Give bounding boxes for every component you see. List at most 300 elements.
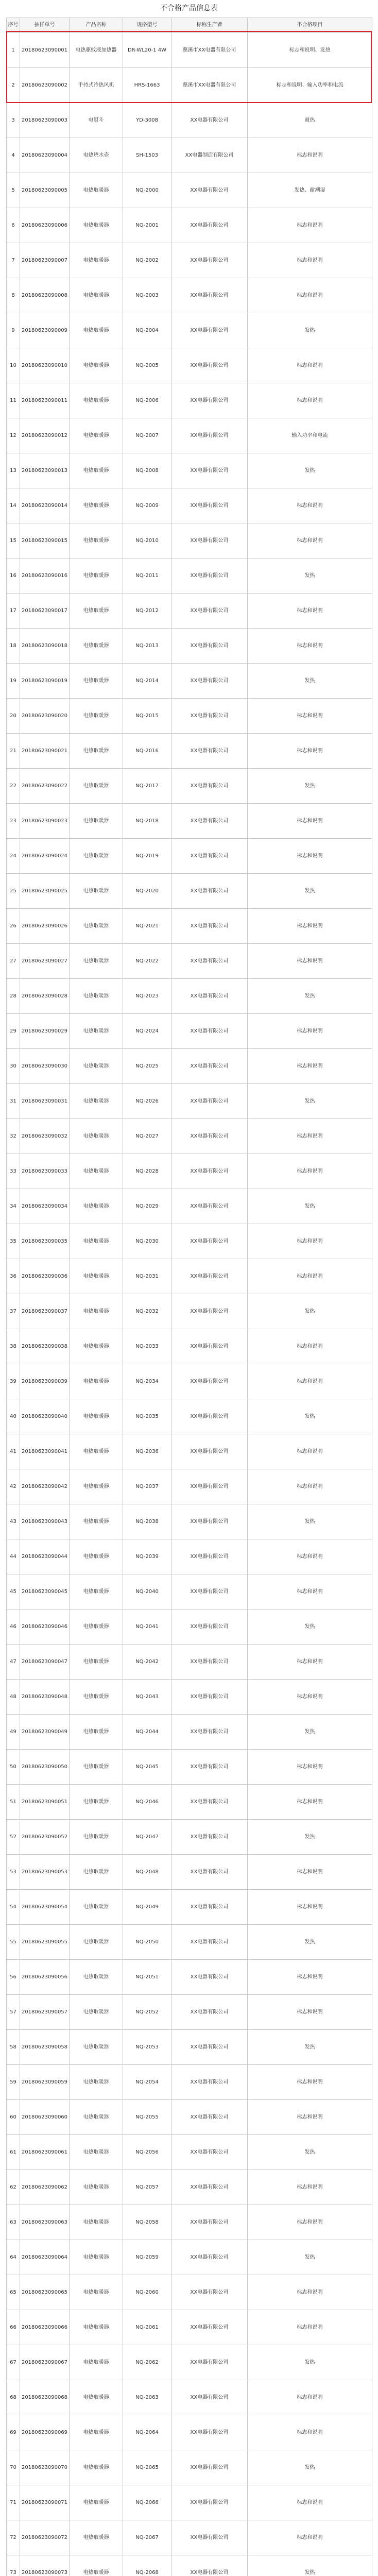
cell-failed-items: 输入功率和电流 xyxy=(248,418,372,453)
cell-manufacturer: XX电器有限公司 xyxy=(171,2100,248,2135)
cell-spec: NQ-2066 xyxy=(123,2485,171,2520)
table-row xyxy=(7,1189,372,1224)
cell-product-name: 电热取暖器 xyxy=(70,2555,123,2576)
cell-manufacturer: XX电器有限公司 xyxy=(171,1469,248,1504)
cell-spec: NQ-2042 xyxy=(123,1645,171,1680)
cell-failed-items: 标志和说明 xyxy=(248,2485,372,2520)
cell-failed-items: 标志和说明 xyxy=(248,1434,372,1469)
cell-failed-items: 发热 xyxy=(248,1399,372,1434)
table-row xyxy=(7,383,372,418)
cell-spec: NQ-2045 xyxy=(123,1750,171,1785)
cell-manufacturer: XX电器有限公司 xyxy=(171,278,248,313)
cell-spec: NQ-2044 xyxy=(123,1715,171,1750)
cell-failed-items: 标志和说明、发热 xyxy=(248,33,372,68)
cell-failed-items: 标志和说明 xyxy=(248,1119,372,1154)
cell-product-name: 电热取暖器 xyxy=(70,1995,123,2030)
table-row xyxy=(7,243,372,278)
header-product-name: 产品名称 xyxy=(70,18,123,33)
cell-failed-items: 发热 xyxy=(248,2450,372,2485)
cell-index: 73 xyxy=(7,2555,20,2576)
table-row xyxy=(7,1680,372,1715)
cell-sample-no: 20180623090022 xyxy=(20,769,70,804)
cell-sample-no: 20180623090043 xyxy=(20,1504,70,1539)
cell-index: 1 xyxy=(7,33,20,68)
cell-failed-items: 标志和说明 xyxy=(248,1750,372,1785)
table-body xyxy=(7,33,372,2576)
cell-product-name: 电热取暖器 xyxy=(70,1364,123,1399)
table-row xyxy=(7,1294,372,1329)
cell-sample-no: 20180623090005 xyxy=(20,173,70,208)
table-row xyxy=(7,2555,372,2576)
table-row xyxy=(7,629,372,664)
cell-sample-no: 20180623090027 xyxy=(20,944,70,979)
cell-sample-no: 20180623090021 xyxy=(20,734,70,769)
cell-product-name: 电热取暖器 xyxy=(70,1645,123,1680)
cell-index: 36 xyxy=(7,1259,20,1294)
cell-index: 66 xyxy=(7,2310,20,2345)
table-row xyxy=(7,2170,372,2205)
cell-manufacturer: XX电器有限公司 xyxy=(171,348,248,383)
cell-sample-no: 20180623090049 xyxy=(20,1715,70,1750)
cell-product-name: 电热取暖器 xyxy=(70,909,123,944)
cell-spec: NQ-2030 xyxy=(123,1224,171,1259)
cell-spec: NQ-2043 xyxy=(123,1680,171,1715)
cell-manufacturer: XX电器有限公司 xyxy=(171,804,248,839)
cell-manufacturer: XX电器有限公司 xyxy=(171,699,248,734)
table-row xyxy=(7,68,372,103)
cell-product-name: 电热取暖器 xyxy=(70,1154,123,1189)
cell-index: 21 xyxy=(7,734,20,769)
cell-index: 10 xyxy=(7,348,20,383)
cell-index: 50 xyxy=(7,1750,20,1785)
cell-manufacturer: XX电器有限公司 xyxy=(171,1154,248,1189)
cell-failed-items: 标志和说明 xyxy=(248,1645,372,1680)
table-row xyxy=(7,1750,372,1785)
cell-failed-items: 标志和说明 xyxy=(248,1224,372,1259)
cell-failed-items: 标志和说明 xyxy=(248,1680,372,1715)
table-row xyxy=(7,2520,372,2555)
cell-product-name: 电热取暖器 xyxy=(70,594,123,629)
cell-manufacturer: XX电器有限公司 xyxy=(171,1364,248,1399)
cell-sample-no: 20180623090054 xyxy=(20,1890,70,1925)
cell-failed-items: 发热 xyxy=(248,1504,372,1539)
cell-product-name: 电热烧水壶 xyxy=(70,138,123,173)
cell-manufacturer: XX电器有限公司 xyxy=(171,1014,248,1049)
cell-product-name: 电热取暖器 xyxy=(70,1294,123,1329)
cell-product-name: 电热取暖器 xyxy=(70,2205,123,2240)
cell-index: 44 xyxy=(7,1539,20,1574)
cell-manufacturer: XX电器有限公司 xyxy=(171,2345,248,2380)
cell-spec: SH-1503 xyxy=(123,138,171,173)
cell-product-name: 手持式冷热风机 xyxy=(70,68,123,103)
cell-failed-items: 标志和说明 xyxy=(248,488,372,523)
cell-index: 17 xyxy=(7,594,20,629)
table-row xyxy=(7,1925,372,1960)
cell-product-name: 电热取暖器 xyxy=(70,1715,123,1750)
cell-spec: NQ-2034 xyxy=(123,1364,171,1399)
cell-spec: NQ-2025 xyxy=(123,1049,171,1084)
cell-failed-items: 标志和说明 xyxy=(248,2275,372,2310)
header-manufacturer: 标称生产者 xyxy=(171,18,248,33)
table-row xyxy=(7,1469,372,1504)
cell-index: 14 xyxy=(7,488,20,523)
table-row xyxy=(7,1329,372,1364)
cell-product-name: 电热取暖器 xyxy=(70,2100,123,2135)
cell-failed-items: 标志和说明、输入功率和电流 xyxy=(248,68,372,103)
cell-spec: NQ-2021 xyxy=(123,909,171,944)
cell-spec: NQ-2065 xyxy=(123,2450,171,2485)
cell-product-name: 电热取暖器 xyxy=(70,1960,123,1995)
cell-product-name: 电热取暖器 xyxy=(70,769,123,804)
cell-index: 30 xyxy=(7,1049,20,1084)
cell-manufacturer: XX电器有限公司 xyxy=(171,909,248,944)
cell-product-name: 电热取暖器 xyxy=(70,664,123,699)
cell-manufacturer: XX电器有限公司 xyxy=(171,2415,248,2450)
cell-manufacturer: XX电器有限公司 xyxy=(171,1294,248,1329)
cell-product-name: 电热取暖器 xyxy=(70,629,123,664)
cell-index: 40 xyxy=(7,1399,20,1434)
cell-failed-items: 标志和说明 xyxy=(248,2100,372,2135)
cell-failed-items: 标志和说明 xyxy=(248,1469,372,1504)
cell-manufacturer: XX电器有限公司 xyxy=(171,1820,248,1855)
cell-product-name: 电热取暖器 xyxy=(70,734,123,769)
cell-product-name: 电热取暖器 xyxy=(70,243,123,278)
cell-product-name: 电热取暖器 xyxy=(70,1434,123,1469)
cell-product-name: 电热取暖器 xyxy=(70,2345,123,2380)
table-row xyxy=(7,313,372,348)
cell-sample-no: 20180623090051 xyxy=(20,1785,70,1820)
cell-failed-items: 标志和说明 xyxy=(248,1855,372,1890)
cell-index: 61 xyxy=(7,2135,20,2170)
cell-failed-items: 标志和说明 xyxy=(248,909,372,944)
cell-manufacturer: XX电器有限公司 xyxy=(171,2520,248,2555)
table-row xyxy=(7,2380,372,2415)
cell-manufacturer: XX电器有限公司 xyxy=(171,2240,248,2275)
table-row xyxy=(7,1995,372,2030)
cell-product-name: 电热取暖器 xyxy=(70,1119,123,1154)
cell-manufacturer: XX电器有限公司 xyxy=(171,453,248,488)
table-row xyxy=(7,1890,372,1925)
cell-product-name: 电热取暖器 xyxy=(70,348,123,383)
table-row xyxy=(7,2205,372,2240)
cell-manufacturer: XX电器有限公司 xyxy=(171,2310,248,2345)
table-row xyxy=(7,2100,372,2135)
cell-spec: NQ-2056 xyxy=(123,2135,171,2170)
cell-manufacturer: XX电器有限公司 xyxy=(171,629,248,664)
cell-sample-no: 20180623090056 xyxy=(20,1960,70,1995)
cell-index: 32 xyxy=(7,1119,20,1154)
table-row xyxy=(7,909,372,944)
cell-sample-no: 20180623090024 xyxy=(20,839,70,874)
cell-manufacturer: XX电器有限公司 xyxy=(171,1574,248,1609)
table-row xyxy=(7,2450,372,2485)
cell-spec: NQ-2013 xyxy=(123,629,171,664)
table-row xyxy=(7,103,372,138)
cell-spec: NQ-2054 xyxy=(123,2065,171,2100)
cell-manufacturer: XX电器有限公司 xyxy=(171,523,248,558)
table-row xyxy=(7,769,372,804)
cell-failed-items: 发热 xyxy=(248,874,372,909)
table-row xyxy=(7,1785,372,1820)
cell-spec: NQ-2033 xyxy=(123,1329,171,1364)
cell-failed-items: 标志和说明 xyxy=(248,348,372,383)
cell-manufacturer: XX电器有限公司 xyxy=(171,558,248,594)
cell-sample-no: 20180623090035 xyxy=(20,1224,70,1259)
cell-index: 8 xyxy=(7,278,20,313)
cell-failed-items: 标志和说明 xyxy=(248,138,372,173)
cell-index: 26 xyxy=(7,909,20,944)
cell-index: 65 xyxy=(7,2275,20,2310)
cell-index: 3 xyxy=(7,103,20,138)
cell-index: 52 xyxy=(7,1820,20,1855)
cell-manufacturer: XX电器有限公司 xyxy=(171,1504,248,1539)
cell-index: 35 xyxy=(7,1224,20,1259)
cell-spec: NQ-2026 xyxy=(123,1084,171,1119)
cell-failed-items: 标志和说明 xyxy=(248,2310,372,2345)
cell-spec: NQ-2031 xyxy=(123,1259,171,1294)
cell-failed-items: 标志和说明 xyxy=(248,2065,372,2100)
cell-index: 57 xyxy=(7,1995,20,2030)
cell-index: 28 xyxy=(7,979,20,1014)
cell-manufacturer: XX电器有限公司 xyxy=(171,1329,248,1364)
table-row xyxy=(7,874,372,909)
cell-sample-no: 20180623090012 xyxy=(20,418,70,453)
cell-spec: NQ-2008 xyxy=(123,453,171,488)
cell-failed-items: 标志和说明 xyxy=(248,839,372,874)
cell-manufacturer: XX电器有限公司 xyxy=(171,1224,248,1259)
table-row xyxy=(7,488,372,523)
cell-index: 27 xyxy=(7,944,20,979)
cell-failed-items: 发热 xyxy=(248,558,372,594)
cell-spec: NQ-2053 xyxy=(123,2030,171,2065)
cell-product-name: 电热取暖器 xyxy=(70,2520,123,2555)
cell-index: 4 xyxy=(7,138,20,173)
cell-index: 41 xyxy=(7,1434,20,1469)
cell-sample-no: 20180623090032 xyxy=(20,1119,70,1154)
cell-sample-no: 20180623090031 xyxy=(20,1084,70,1119)
cell-index: 54 xyxy=(7,1890,20,1925)
cell-sample-no: 20180623090073 xyxy=(20,2555,70,2576)
table-row xyxy=(7,2240,372,2275)
cell-manufacturer: XX电器有限公司 xyxy=(171,594,248,629)
cell-index: 43 xyxy=(7,1504,20,1539)
cell-manufacturer: XX电器有限公司 xyxy=(171,208,248,243)
cell-manufacturer: XX电器有限公司 xyxy=(171,2135,248,2170)
cell-product-name: 电热取暖器 xyxy=(70,418,123,453)
cell-sample-no: 20180623090026 xyxy=(20,909,70,944)
cell-failed-items: 发热 xyxy=(248,2555,372,2576)
cell-sample-no: 20180623090037 xyxy=(20,1294,70,1329)
cell-index: 42 xyxy=(7,1469,20,1504)
cell-index: 23 xyxy=(7,804,20,839)
header-sample-no: 抽样单号 xyxy=(20,18,70,33)
cell-manufacturer: XX电器有限公司 xyxy=(171,313,248,348)
cell-failed-items: 标志和说明 xyxy=(248,1259,372,1294)
cell-manufacturer: XX电器有限公司 xyxy=(171,1189,248,1224)
table-row xyxy=(7,1364,372,1399)
cell-product-name: 电热取暖器 xyxy=(70,1539,123,1574)
table-row xyxy=(7,1014,372,1049)
cell-index: 2 xyxy=(7,68,20,103)
cell-spec: NQ-2052 xyxy=(123,1995,171,2030)
cell-sample-no: 20180623090044 xyxy=(20,1539,70,1574)
table-row xyxy=(7,2030,372,2065)
cell-failed-items: 发热 xyxy=(248,2240,372,2275)
table-row xyxy=(7,804,372,839)
cell-manufacturer: XX电器有限公司 xyxy=(171,243,248,278)
cell-failed-items: 发热 xyxy=(248,1820,372,1855)
cell-product-name: 电热取暖器 xyxy=(70,2310,123,2345)
cell-sample-no: 20180623090009 xyxy=(20,313,70,348)
cell-product-name: 电热取暖器 xyxy=(70,2065,123,2100)
cell-spec: NQ-2050 xyxy=(123,1925,171,1960)
cell-index: 68 xyxy=(7,2380,20,2415)
cell-index: 48 xyxy=(7,1680,20,1715)
table-row xyxy=(7,1855,372,1890)
cell-failed-items: 标志和说明 xyxy=(248,944,372,979)
cell-product-name: 电热取暖器 xyxy=(70,523,123,558)
cell-sample-no: 20180623090061 xyxy=(20,2135,70,2170)
cell-index: 63 xyxy=(7,2205,20,2240)
cell-spec: NQ-2014 xyxy=(123,664,171,699)
cell-index: 18 xyxy=(7,629,20,664)
cell-product-name: 电热取暖器 xyxy=(70,383,123,418)
cell-product-name: 电热取暖器 xyxy=(70,313,123,348)
cell-failed-items: 标志和说明 xyxy=(248,1539,372,1574)
cell-index: 58 xyxy=(7,2030,20,2065)
table-row xyxy=(7,2065,372,2100)
cell-sample-no: 20180623090062 xyxy=(20,2170,70,2205)
cell-failed-items: 标志和说明 xyxy=(248,1995,372,2030)
cell-manufacturer: XX电器有限公司 xyxy=(171,2450,248,2485)
cell-failed-items: 发热 xyxy=(248,1294,372,1329)
cell-manufacturer: XX电器有限公司 xyxy=(171,418,248,453)
cell-product-name: 电热取暖器 xyxy=(70,2275,123,2310)
cell-index: 29 xyxy=(7,1014,20,1049)
cell-index: 24 xyxy=(7,839,20,874)
cell-product-name: 电热取暖器 xyxy=(70,1925,123,1960)
cell-index: 64 xyxy=(7,2240,20,2275)
cell-spec: NQ-2055 xyxy=(123,2100,171,2135)
cell-spec: NQ-2003 xyxy=(123,278,171,313)
cell-spec: NQ-2039 xyxy=(123,1539,171,1574)
cell-spec: NQ-2028 xyxy=(123,1154,171,1189)
table-row xyxy=(7,348,372,383)
cell-spec: NQ-2024 xyxy=(123,1014,171,1049)
table-row xyxy=(7,1574,372,1609)
cell-manufacturer: XX电器有限公司 xyxy=(171,1645,248,1680)
table-row xyxy=(7,138,372,173)
cell-spec: NQ-2011 xyxy=(123,558,171,594)
cell-product-name: 电热取暖器 xyxy=(70,2030,123,2065)
cell-product-name: 电热取暖器 xyxy=(70,874,123,909)
cell-index: 71 xyxy=(7,2485,20,2520)
cell-product-name: 电热取暖器 xyxy=(70,944,123,979)
cell-sample-no: 20180623090042 xyxy=(20,1469,70,1504)
table-row xyxy=(7,1539,372,1574)
cell-index: 51 xyxy=(7,1785,20,1820)
cell-manufacturer: XX电器有限公司 xyxy=(171,1259,248,1294)
table-row xyxy=(7,558,372,594)
cell-index: 70 xyxy=(7,2450,20,2485)
cell-spec: NQ-2007 xyxy=(123,418,171,453)
cell-product-name: 电热驱蚊液加热器 xyxy=(70,33,123,68)
cell-spec: NQ-2036 xyxy=(123,1434,171,1469)
cell-spec: YD-3008 xyxy=(123,103,171,138)
cell-index: 7 xyxy=(7,243,20,278)
cell-sample-no: 20180623090067 xyxy=(20,2345,70,2380)
table-row xyxy=(7,2135,372,2170)
table-row xyxy=(7,944,372,979)
cell-index: 62 xyxy=(7,2170,20,2205)
cell-failed-items: 发热 xyxy=(248,2030,372,2065)
cell-spec: NQ-2057 xyxy=(123,2170,171,2205)
cell-failed-items: 标志和说明 xyxy=(248,1049,372,1084)
cell-sample-no: 20180623090060 xyxy=(20,2100,70,2135)
cell-product-name: 电热取暖器 xyxy=(70,208,123,243)
table-row xyxy=(7,1715,372,1750)
table-row xyxy=(7,1119,372,1154)
header-failed-items: 不合格项目 xyxy=(248,18,372,33)
cell-manufacturer: XX电器有限公司 xyxy=(171,1539,248,1574)
cell-sample-no: 20180623090047 xyxy=(20,1645,70,1680)
cell-product-name: 电热取暖器 xyxy=(70,1399,123,1434)
cell-manufacturer: XX电器有限公司 xyxy=(171,1925,248,1960)
table-row xyxy=(7,1154,372,1189)
cell-sample-no: 20180623090038 xyxy=(20,1329,70,1364)
table-row xyxy=(7,2415,372,2450)
cell-failed-items: 标志和说明 xyxy=(248,2415,372,2450)
table-row xyxy=(7,699,372,734)
cell-spec: NQ-2004 xyxy=(123,313,171,348)
cell-sample-no: 20180623090002 xyxy=(20,68,70,103)
cell-sample-no: 20180623090025 xyxy=(20,874,70,909)
cell-sample-no: 20180623090033 xyxy=(20,1154,70,1189)
cell-spec: NQ-2019 xyxy=(123,839,171,874)
cell-sample-no: 20180623090041 xyxy=(20,1434,70,1469)
cell-failed-items: 发热 xyxy=(248,453,372,488)
cell-manufacturer: XX电器有限公司 xyxy=(171,1609,248,1645)
table-row xyxy=(7,278,372,313)
header-index: 序号 xyxy=(7,18,20,33)
cell-spec: NQ-2032 xyxy=(123,1294,171,1329)
cell-product-name: 电热取暖器 xyxy=(70,2485,123,2520)
cell-manufacturer: XX电器有限公司 xyxy=(171,2030,248,2065)
cell-failed-items: 标志和说明 xyxy=(248,734,372,769)
cell-index: 47 xyxy=(7,1645,20,1680)
table-row xyxy=(7,664,372,699)
cell-sample-no: 20180623090006 xyxy=(20,208,70,243)
cell-index: 39 xyxy=(7,1364,20,1399)
cell-index: 59 xyxy=(7,2065,20,2100)
table-row xyxy=(7,1259,372,1294)
table-row xyxy=(7,979,372,1014)
cell-failed-items: 发热 xyxy=(248,979,372,1014)
table-row xyxy=(7,2345,372,2380)
cell-sample-no: 20180623090055 xyxy=(20,1925,70,1960)
cell-spec: NQ-2012 xyxy=(123,594,171,629)
cell-manufacturer: 慈溪市XX电器有限公司 xyxy=(171,68,248,103)
cell-product-name: 电热取暖器 xyxy=(70,2170,123,2205)
cell-index: 19 xyxy=(7,664,20,699)
cell-index: 9 xyxy=(7,313,20,348)
table-row xyxy=(7,523,372,558)
cell-sample-no: 20180623090071 xyxy=(20,2485,70,2520)
cell-index: 25 xyxy=(7,874,20,909)
cell-sample-no: 20180623090016 xyxy=(20,558,70,594)
cell-failed-items: 标志和说明 xyxy=(248,2170,372,2205)
cell-sample-no: 20180623090052 xyxy=(20,1820,70,1855)
